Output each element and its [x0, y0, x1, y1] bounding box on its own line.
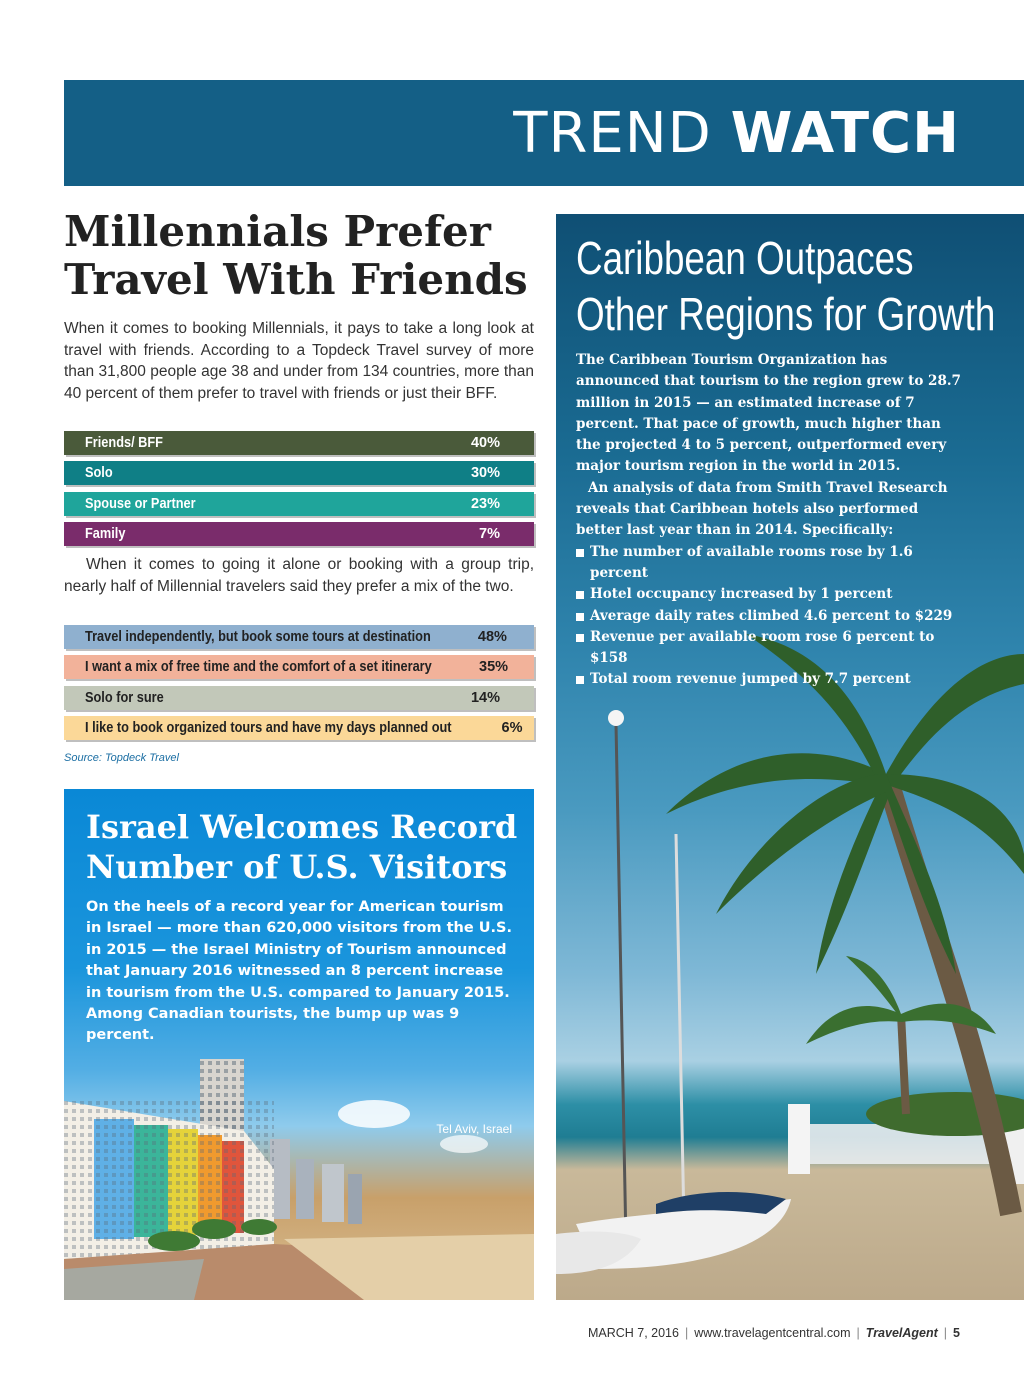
- list-item: Revenue per available room rose 6 percent to $158: [576, 627, 962, 670]
- companion-bar-solo: Solo 30%: [64, 461, 534, 485]
- list-item: Hotel occupancy increased by 1 percent: [576, 584, 962, 605]
- website-url: www.travelagentcentral.com: [694, 1326, 851, 1340]
- banner-title: TREND WATCH: [513, 101, 960, 166]
- israel-panel: [64, 789, 534, 1300]
- page-number: 5: [953, 1326, 960, 1340]
- companion-bar-friends: Friends/ BFF 40%: [64, 431, 534, 455]
- list-item: The number of available rooms rose by 1.6 percent: [576, 542, 962, 585]
- style-bar-independent: Travel independently, but book some tours at destination 48%: [64, 625, 534, 649]
- israel-body: On the heels of a record year for American tourism in Israel — more than 620,000 visitors from the U.S. in 2015 — the Israel Ministry of Tourism announced that January 2016 witnessed an 8 percent increase in tourism from the U.S. compared to January 2015. Among Canadian tourists, the bump up was 9 percent.: [86, 899, 513, 1044]
- travel-style-bar-list: [64, 625, 534, 747]
- caribbean-paragraph-2: An analysis of data from Smith Travel Research reveals that Caribbean hotels also performed better last year than in 2014. Specifically:: [576, 479, 948, 539]
- companions-bar-list: [64, 431, 534, 553]
- millennials-headline: Millennials Prefer Travel With Friends: [64, 207, 528, 304]
- caribbean-body: [576, 350, 962, 691]
- style-bar-solo: Solo for sure 14%: [64, 686, 534, 710]
- companion-bar-family: Family 7%: [64, 522, 534, 546]
- caribbean-panel: [556, 214, 1024, 1300]
- list-item: Average daily rates climbed 4.6 percent to $229: [576, 606, 962, 627]
- survey-source: Source: Topdeck Travel: [64, 752, 179, 764]
- millennials-second-paragraph: When it comes to going it alone or booking with a group trip, nearly half of Millennial travelers said they prefer a mix of the two.: [64, 556, 534, 595]
- millennials-intro: When it comes to booking Millennials, it pays to take a long look at travel with friends. According to a Topdeck Travel survey of more than 31,800 people age 38 and under from 134 countries, more than 40 percent of them prefer to travel with friends or just their BFF.: [64, 320, 534, 402]
- caribbean-bullet-list: [576, 542, 962, 691]
- companion-bar-spouse: Spouse or Partner 23%: [64, 492, 534, 516]
- photo-caption: Tel Aviv, Israel: [436, 1122, 512, 1136]
- style-bar-organized: I like to book organized tours and have my days planned out 6%: [64, 716, 534, 740]
- caribbean-headline: Caribbean Outpaces Other Regions for Growth: [576, 232, 996, 340]
- issue-date: MARCH 7, 2016: [587, 1326, 679, 1340]
- style-bar-mix: I want a mix of free time and the comfort of a set itinerary 35%: [64, 655, 534, 679]
- page-footer: MARCH 7, 2016 | www.travelagentcentral.com | TravelAgent | 5: [587, 1326, 960, 1340]
- section-banner: [64, 80, 1024, 186]
- israel-headline: Israel Welcomes Record Number of U.S. Visitors: [86, 808, 518, 886]
- list-item: Total room revenue jumped by 7.7 percent: [576, 669, 962, 690]
- publication-logo: TravelAgent: [865, 1326, 938, 1340]
- caribbean-paragraph-1: The Caribbean Tourism Organization has announced that tourism to the region grew to 28.7 million in 2015 — an estimated increase of 7 percent. That pace of growth, much higher than the projected 4 to 5 percent, outperformed every major tourism region in the world in 2015.: [576, 352, 961, 475]
